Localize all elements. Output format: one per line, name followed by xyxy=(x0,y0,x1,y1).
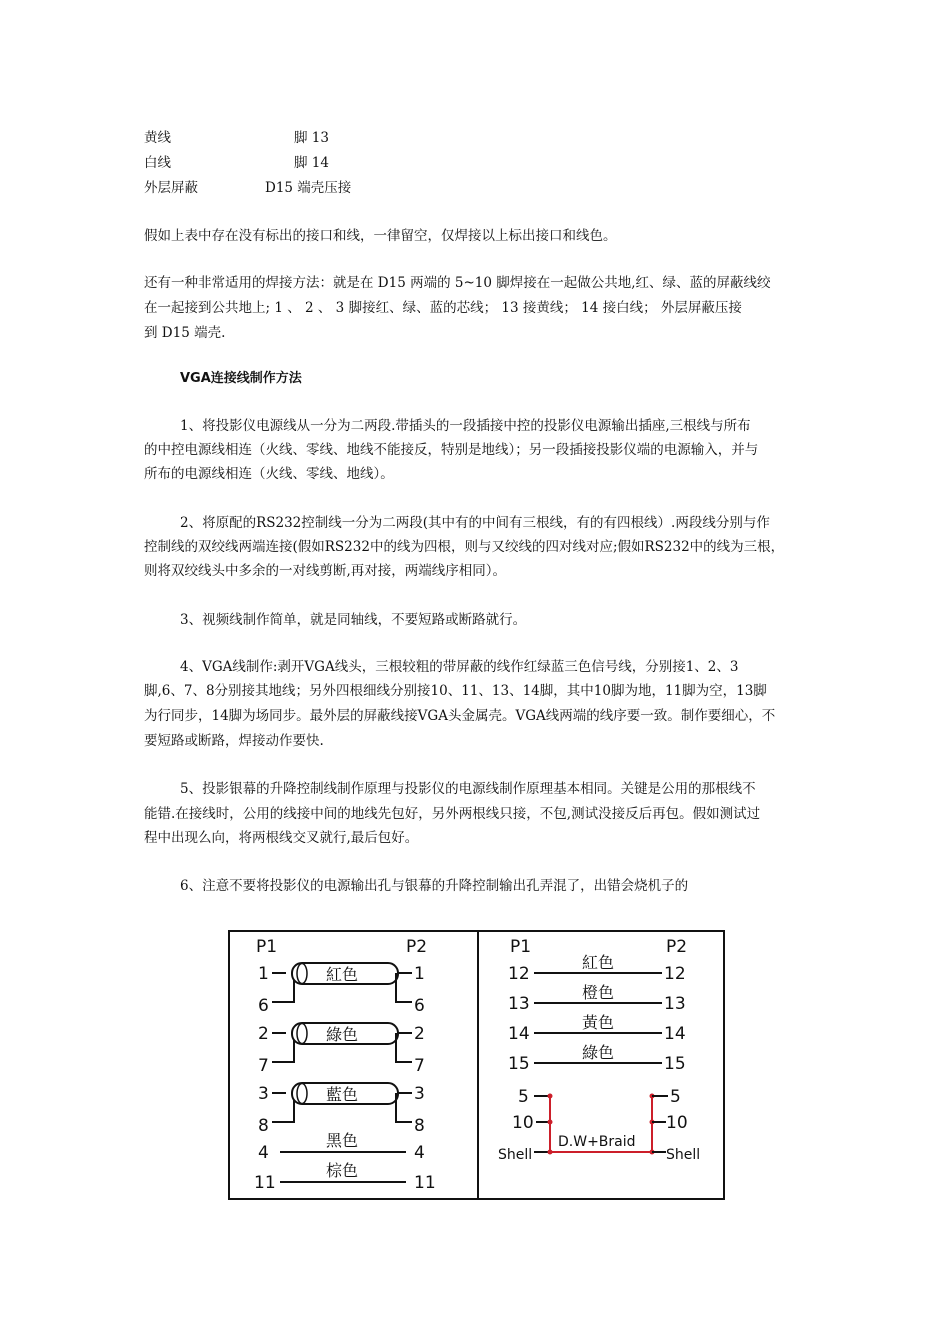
signal-pin: 3 xyxy=(258,1084,269,1104)
signal-pin: 2 xyxy=(258,1024,269,1044)
ground-pin-left: 10 xyxy=(512,1113,534,1133)
coax-pair xyxy=(258,1023,425,1076)
wire-color-label: 綠色 xyxy=(326,1025,359,1044)
ground-pin: 7 xyxy=(414,1056,425,1076)
alt-method-line: 在一起接到公共地上; 1 、 2 、 3 脚接红、绿、蓝的芯线； 13 接黄线； 14 接白线； 外层屏蔽压接 xyxy=(144,300,742,316)
wire-color-label: 紅色 xyxy=(582,953,615,972)
wire-color-label: 黑色 xyxy=(326,1131,359,1150)
ground-pin: 8 xyxy=(258,1116,269,1136)
step-line: 则将双绞线头中多余的一对线剪断,再对接，两端线序相同）。 xyxy=(144,563,507,579)
vga-wiring-diagram xyxy=(228,922,728,1206)
wire-pin: 11 xyxy=(414,1173,436,1193)
wire-color-label: 棕色 xyxy=(326,1161,359,1180)
plain-wire xyxy=(258,1131,425,1163)
wire-name: 黄线 xyxy=(144,130,171,146)
ground-pin: 7 xyxy=(258,1056,269,1076)
ground-pin-right: 10 xyxy=(666,1113,688,1133)
note-paragraph: 假如上表中存在没有标出的接口和线，一律留空，仅焊接以上标出接口和线色。 xyxy=(144,228,617,244)
ground-pin-left: 5 xyxy=(518,1087,529,1107)
wire-pin: 4 xyxy=(258,1143,269,1163)
wire-color-label: 藍色 xyxy=(326,1085,359,1104)
alt-method-line: 还有一种非常适用的焊接方法：就是在 D15 两端的 5~10 脚焊接在一起做公共地,红、绿、蓝的屏蔽线绞 xyxy=(144,275,771,291)
wire-pin: 12 xyxy=(508,964,530,984)
coax-pair xyxy=(258,963,425,1016)
wire-pin: 13 xyxy=(508,994,530,1014)
left-p2-label: P2 xyxy=(406,937,428,957)
wire-pin: 13 xyxy=(664,994,686,1014)
right-p1-label: P1 xyxy=(510,937,532,957)
ground-braid xyxy=(498,1087,700,1163)
wire-name: 外层屏蔽 xyxy=(144,180,198,196)
signal-pin: 2 xyxy=(414,1024,425,1044)
step-line: 程中出现么向，将两根线交叉就行,最后包好。 xyxy=(144,830,419,846)
wire-pin: 15 xyxy=(508,1054,530,1074)
step-line: 3、视频线制作简单，就是同轴线，不要短路或断路就行。 xyxy=(180,612,527,628)
plain-wire xyxy=(508,953,686,984)
coax-pair xyxy=(258,1083,425,1136)
wire-pin: 15 xyxy=(664,1054,686,1074)
step-line: 6、注意不要将投影仪的电源输出孔与银幕的升降控制输出孔弄混了，出错会烧机子的 xyxy=(180,878,689,894)
step-line: 的中控电源线相连（火线、零线、地线不能接反，特别是地线）；另一段插接投影仪端的电源输入，并与 xyxy=(144,442,759,458)
signal-pin: 1 xyxy=(258,964,269,984)
signal-pin: 3 xyxy=(414,1084,425,1104)
step-line: 能错.在接线时，公用的线接中间的地线先包好，另外两根线只接，不包,测试没接反后再包。假如测试过 xyxy=(144,806,761,822)
ground-pin: 6 xyxy=(258,996,269,1016)
pin-value: 脚 13 xyxy=(294,130,329,146)
plain-wire xyxy=(508,1043,686,1074)
ground-pin-right: 5 xyxy=(670,1087,681,1107)
right-p2-label: P2 xyxy=(666,937,688,957)
step-line: 4、VGA线制作:剥开VGA线头，三根较粗的带屏蔽的线作红绿蓝三色信号线，分别接1、2、3 xyxy=(180,659,739,675)
signal-pin: 1 xyxy=(414,964,425,984)
pin-value: D15 端壳压接 xyxy=(265,180,352,196)
wire-pin: 12 xyxy=(664,964,686,984)
wire-color-label: 橙色 xyxy=(582,983,615,1002)
step-line: 5、投影银幕的升降控制线制作原理与投影仪的电源线制作原理基本相同。关键是公用的那根线不 xyxy=(180,781,756,797)
plain-wire xyxy=(508,983,686,1014)
pin-value: 脚 14 xyxy=(294,155,329,171)
step-line: 1、将投影仪电源线从一分为二两段.带插头的一段插接中控的投影仪电源输出插座,三根线与所布 xyxy=(180,418,751,434)
step-line: 所布的电源线相连（火线、零线、地线）。 xyxy=(144,466,394,482)
left-p1-label: P1 xyxy=(256,937,278,957)
wire-pin: 14 xyxy=(508,1024,530,1044)
ground-pin-left: Shell xyxy=(498,1147,533,1163)
wire-pin: 11 xyxy=(254,1173,276,1193)
step-line: 脚,6、7、8分别接其地线；另外四根细线分别接10、11、13、14脚，其中10脚为地，11脚为空，13脚 xyxy=(144,683,767,699)
wire-color-label: 綠色 xyxy=(582,1043,615,1062)
section-heading: VGA连接线制作方法 xyxy=(180,371,302,386)
plain-wire xyxy=(254,1161,436,1193)
step-line: 2、将原配的RS232控制线一分为二两段(其中有的中间有三根线，有的有四根线）.两段线分别与作 xyxy=(180,515,770,531)
alt-method-line: 到 D15 端壳. xyxy=(144,325,226,341)
step-line: 控制线的双绞线两端连接(假如RS232中的线为四根，则与又绞线的四对线对应;假如RS232中的线为三根， xyxy=(144,539,785,555)
step-line: 要短路或断路，焊接动作要快. xyxy=(144,733,324,749)
step-line: 为行同步，14脚为场同步。最外层的屏蔽线接VGA头金属壳。VGA线两端的线序要一致。制作要细心，不 xyxy=(144,708,776,724)
wire-pin: 14 xyxy=(664,1024,686,1044)
wire-color-label: 黃色 xyxy=(582,1013,615,1032)
ground-pin-right: Shell xyxy=(666,1147,701,1163)
wire-color-label: 紅色 xyxy=(326,965,359,984)
ground-pin: 6 xyxy=(414,996,425,1016)
ground-pin: 8 xyxy=(414,1116,425,1136)
wire-pin: 4 xyxy=(414,1143,425,1163)
table-row xyxy=(144,178,352,198)
table-row xyxy=(144,153,329,173)
braid-label: D.W+Braid xyxy=(558,1134,636,1150)
wire-name: 白线 xyxy=(144,155,171,171)
plain-wire xyxy=(508,1013,686,1044)
table-row xyxy=(144,128,329,148)
